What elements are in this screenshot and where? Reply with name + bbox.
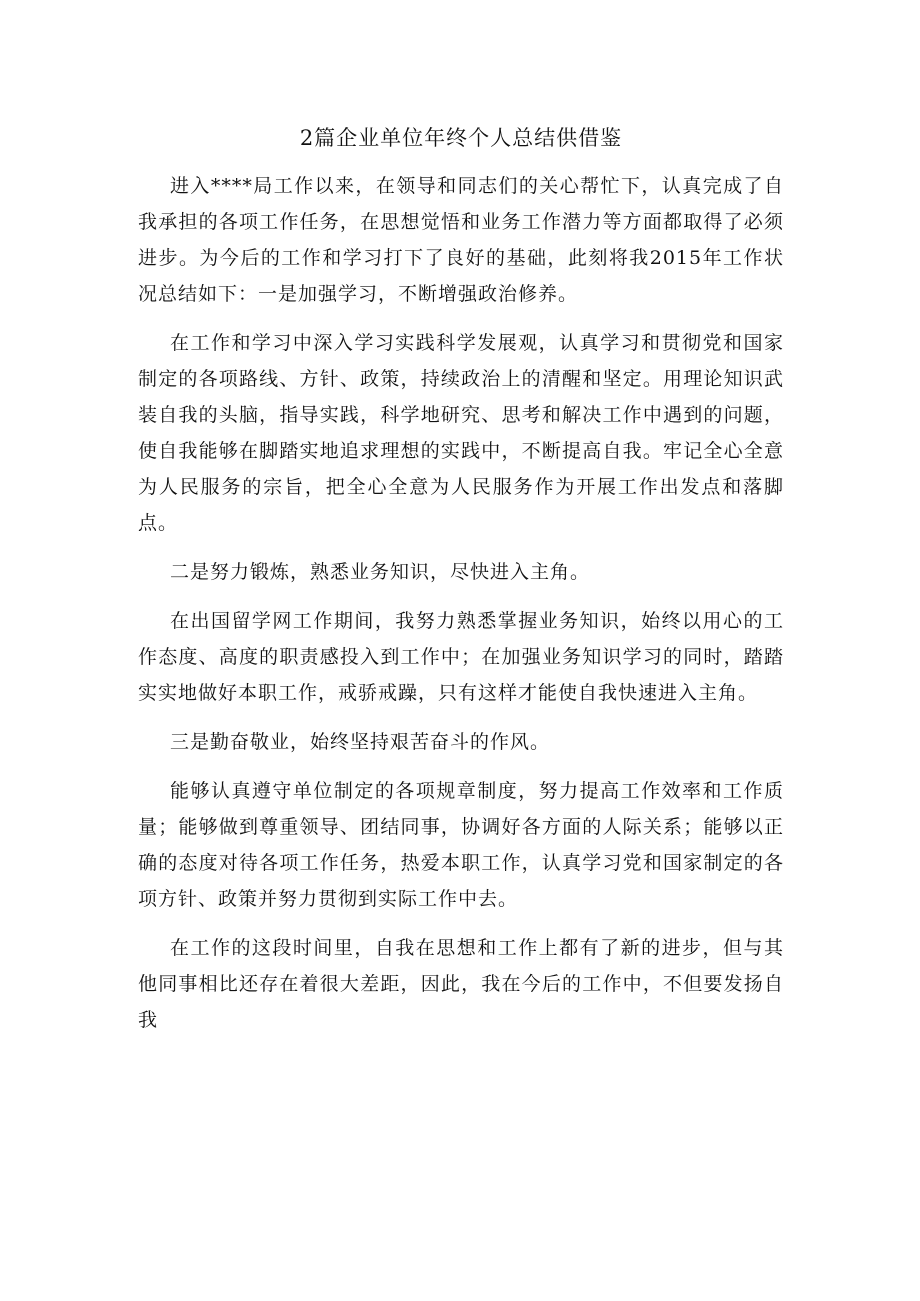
paragraph-discipline: 能够认真遵守单位制定的各项规章制度，努力提高工作效率和工作质量；能够做到尊重领导、团结同事，协调好各方面的人际关系；能够以正确的态度对待各项工作任务，热爱本职工作，认真学习党和国家制定的各项方针、政策并努力贯彻到实际工作中去。 — [138, 780, 784, 910]
document-title: 2篇企业单位年终个人总结供借鉴 — [299, 126, 623, 150]
paragraph-intro: 进入****局工作以来，在领导和同志们的关心帮忙下，认真完成了自我承担的各项工作任务，在思想觉悟和业务工作潜力等方面都取得了必须进步。为今后的工作和学习打下了良好的基础，此刻将我2015年工作状况总结如下：一是加强学习，不断增强政治修养。 — [138, 175, 784, 305]
paragraph-heading-three: 三是勤奋敬业，始终坚持艰苦奋斗的作风。 — [170, 731, 551, 753]
paragraph-summary: 在工作的这段时间里，自我在思想和工作上都有了新的进步，但与其他同事相比还存在着很大差距，因此，我在今后的工作中，不但要发扬自我 — [138, 937, 784, 1031]
paragraph-study: 在工作和学习中深入学习实践科学发展观，认真学习和贯彻党和国家制定的各项路线、方针、政策，持续政治上的清醒和坚定。用理论知识武装自我的头脑，指导实践，科学地研究、思考和解决工作中遇到的问题，使自我能够在脚踏实地追求理想的实践中，不断提高自我。牢记全心全意为人民服务的宗旨，把全心全意为人民服务作为开展工作出发点和落脚点。 — [138, 332, 784, 534]
paragraph-heading-two: 二是努力锻炼，熟悉业务知识，尽快进入主角。 — [170, 561, 591, 583]
paragraph-business: 在出国留学网工作期间，我努力熟悉掌握业务知识，始终以用心的工作态度、高度的职责感投入到工作中；在加强业务知识学习的同时，踏踏实实地做好本职工作，戒骄戒躁，只有这样才能使自我快速进入主角。 — [138, 610, 784, 704]
document-body — [138, 118, 784, 1038]
